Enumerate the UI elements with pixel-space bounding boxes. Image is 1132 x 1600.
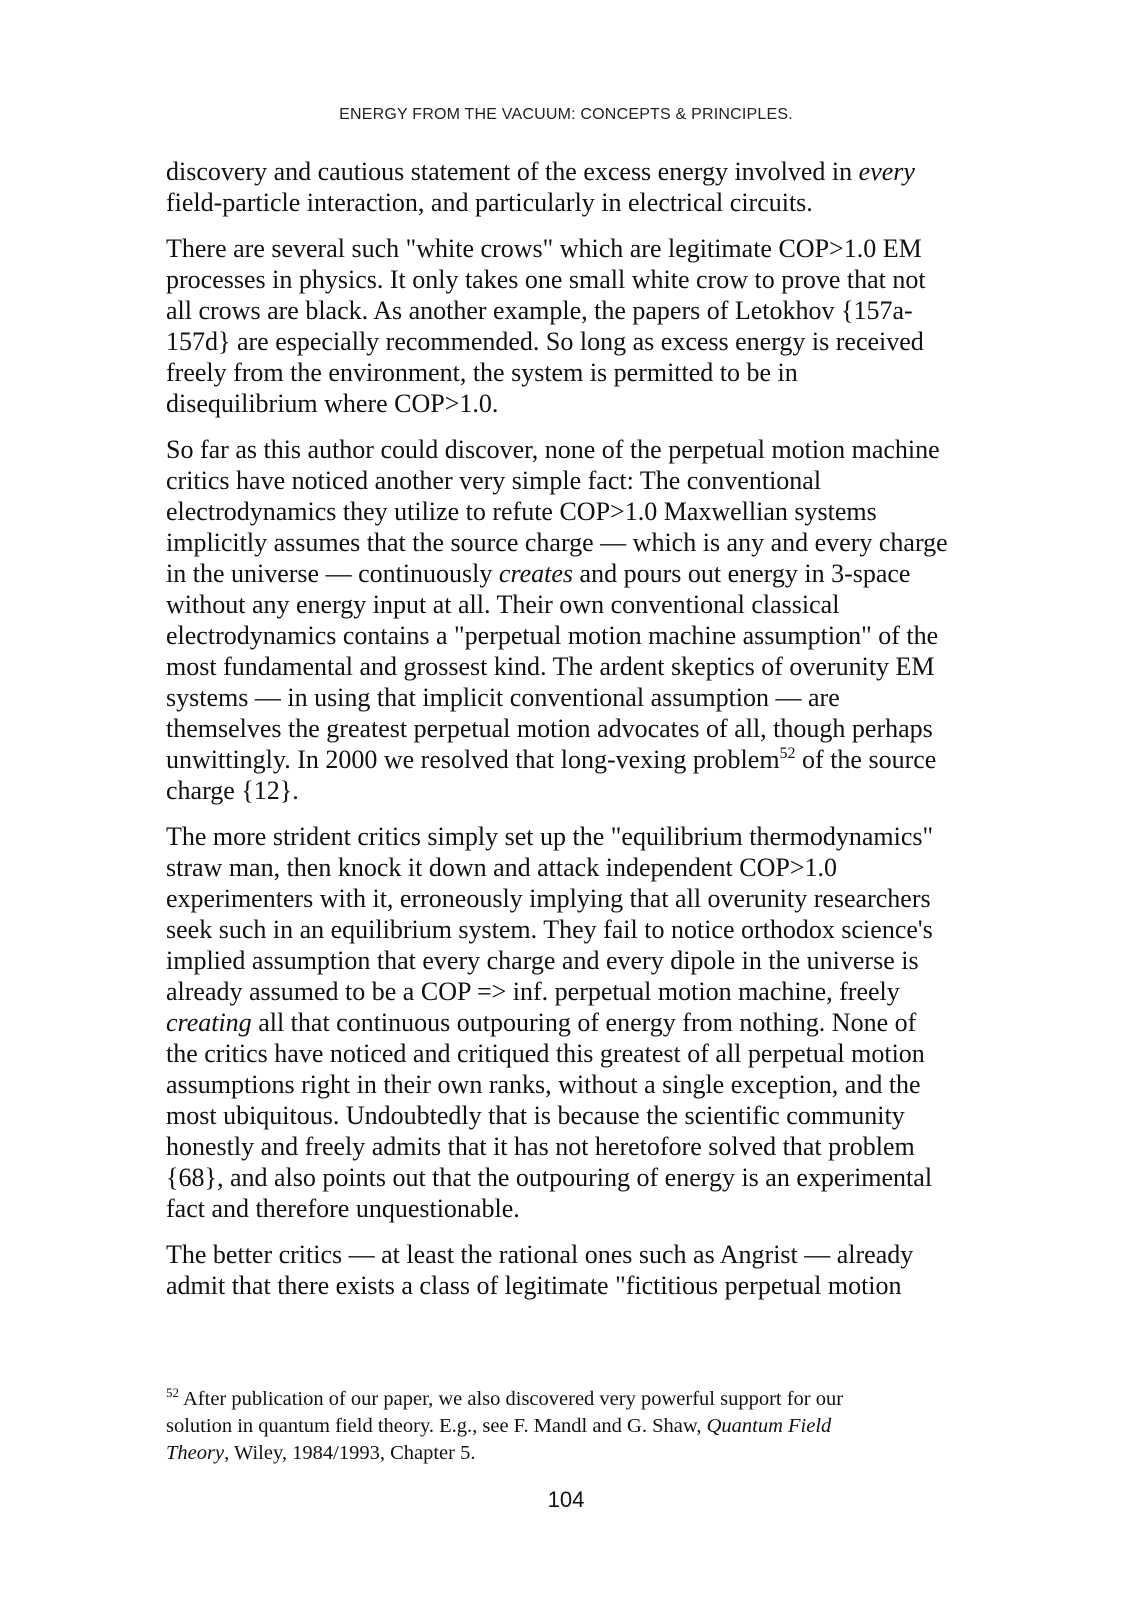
footnote (166, 1386, 996, 1467)
text-line: straw man, then knock it down and attack independent COP>1.0 (166, 853, 838, 882)
text-line: seek such in an equilibrium system. They fail to notice orthodox science's (166, 915, 933, 944)
italic-text: Quantum Field (706, 1415, 832, 1437)
paragraph (166, 233, 1016, 419)
text-line: electrodynamics contains a "perpetual motion machine assumption" of the (166, 621, 939, 650)
footnote-marker: 52 (166, 1385, 179, 1400)
text-line: assumptions right in their own ranks, without a single exception, and the (166, 1070, 921, 1099)
text-line: disequilibrium where COP>1.0. (166, 389, 499, 418)
text-line: implicitly assumes that the source charge — which is any and every charge (166, 528, 948, 557)
text-line: freely from the environment, the system is permitted to be in (166, 358, 798, 387)
text-line: themselves the greatest perpetual motion advocates of all, though perhaps (166, 714, 933, 743)
footnote-line: solution in quantum field theory. E.g., see F. Mandl and G. Shaw, Quantum Field (166, 1415, 832, 1437)
body-text (166, 156, 1016, 1301)
text-line: electrodynamics they utilize to refute COP>1.0 Maxwellian systems (166, 497, 877, 526)
text-line: systems — in using that implicit conventional assumption — are (166, 683, 840, 712)
paragraph (166, 434, 1016, 806)
text-line: field-particle interaction, and particularly in electrical circuits. (166, 188, 813, 217)
italic-text: every (858, 157, 915, 186)
running-head: ENERGY FROM THE VACUUM: CONCEPTS & PRINCIPLES. (339, 106, 793, 123)
text-line: honestly and freely admits that it has not heretofore solved that problem (166, 1132, 915, 1161)
text-line: already assumed to be a COP => inf. perpetual motion machine, freely (166, 977, 900, 1006)
paragraph (166, 1239, 1016, 1301)
italic-text: creating (166, 1008, 252, 1037)
paragraph (166, 156, 1016, 218)
italic-text: creates (498, 559, 574, 588)
text-line: most ubiquitous. Undoubtedly that is because the scientific community (166, 1101, 905, 1130)
text-line: There are several such "white crows" which are legitimate COP>1.0 EM (166, 234, 922, 263)
text-line: implied assumption that every charge and every dipole in the universe is (166, 946, 919, 975)
text-line: creating all that continuous outpouring of energy from nothing. None of (166, 1008, 917, 1037)
text-line: in the universe — continuously creates and pours out energy in 3-space (166, 559, 911, 588)
text-line: The better critics — at least the rational ones such as Angrist — already (166, 1240, 914, 1269)
text-line: fact and therefore unquestionable. (166, 1194, 520, 1223)
text-line: admit that there exists a class of legitimate "fictitious perpetual motion (166, 1271, 902, 1300)
footnote-reference: 52 (779, 745, 796, 762)
text-line: critics have noticed another very simple fact: The conventional (166, 466, 822, 495)
footnote-line: Theory, Wiley, 1984/1993, Chapter 5. (166, 1442, 476, 1464)
text-line: experimenters with it, erroneously implying that all overunity researchers (166, 884, 931, 913)
text-line: So far as this author could discover, none of the perpetual motion machine (166, 435, 940, 464)
text-line: charge {12}. (166, 776, 299, 805)
text-line: without any energy input at all. Their own conventional classical (166, 590, 840, 619)
text-line: unwittingly. In 2000 we resolved that long-vexing problem$^{52}$ of the source (166, 745, 937, 774)
text-line: all crows are black. As another example, the papers of Letokhov {157a- (166, 296, 913, 325)
page-number: 104 (547, 1487, 585, 1512)
text-line: most fundamental and grossest kind. The ardent skeptics of overunity EM (166, 652, 935, 681)
text-line: 157d} are especially recommended. So long as excess energy is received (166, 327, 924, 356)
text-line: {68}, and also points out that the outpouring of energy is an experimental (166, 1163, 933, 1192)
text-line: discovery and cautious statement of the excess energy involved in every (166, 157, 915, 186)
paragraph (166, 821, 1016, 1224)
text-line: The more strident critics simply set up the "equilibrium thermodynamics" (166, 822, 934, 851)
text-line: processes in physics. It only takes one small white crow to prove that not (166, 265, 926, 294)
footnote-line: $^{52}$ After publication of our paper, we also discovered very powerful support for our (166, 1385, 844, 1410)
text-line: the critics have noticed and critiqued this greatest of all perpetual motion (166, 1039, 925, 1068)
italic-text: Theory (166, 1442, 225, 1464)
